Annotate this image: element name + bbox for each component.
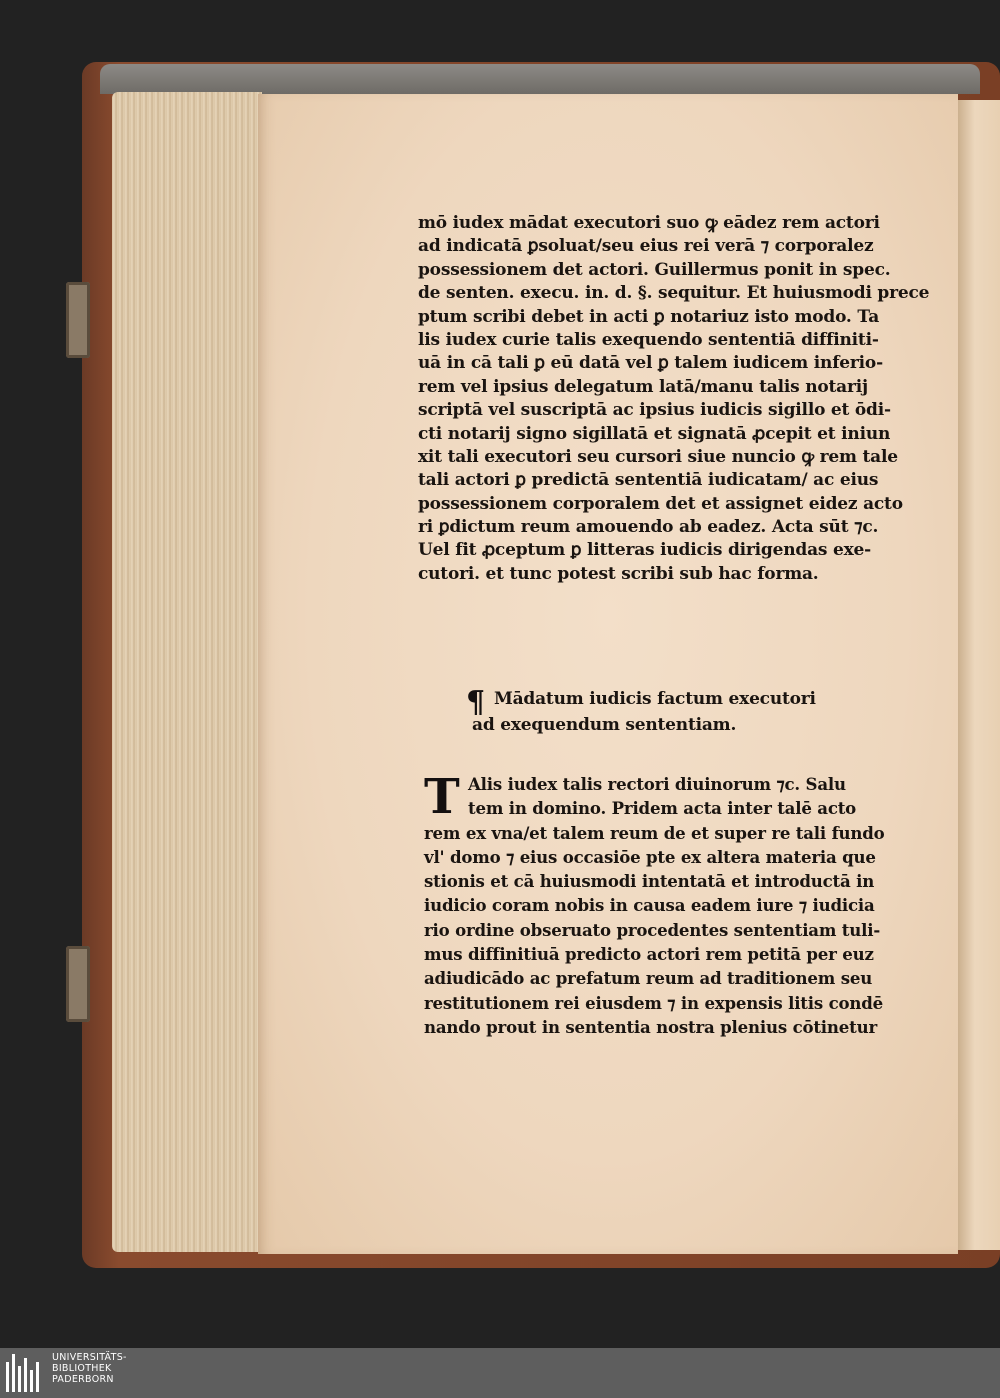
cover-edge	[100, 64, 980, 94]
library-footer	[0, 1348, 1000, 1398]
clasp-upper	[66, 282, 90, 358]
text-line: rem ex vna/et talem reum de et super re tali fundo	[424, 822, 885, 843]
text-block-upper	[418, 212, 938, 586]
facing-page-edge	[958, 100, 1000, 1250]
text-line: ri ꝑdictum reum amouendo ab eadez. Acta sūt ⁊c.	[418, 517, 879, 538]
text-line: adiudicādo ac prefatum reum ad traditionem seu	[424, 968, 873, 989]
text-line: mus diffinitiuā predicto actori rem petitā per euz	[424, 944, 874, 965]
text-line: cti notarij signo sigillatā et signatā ꝓcepit et iniun	[418, 423, 891, 444]
book-page	[258, 94, 958, 1254]
text-line: possessionem corporalem det et assignet eidez acto	[418, 493, 903, 514]
text-line: ad indicatā ꝑsoluat/seu eius rei verā ⁊ corporalez	[418, 236, 874, 257]
text-line: restitutionem rei eiusdem ⁊ in expensis litis condē	[424, 992, 883, 1013]
text-line: xit tali executori seu cursori siue nuncio ꝙ rem tale	[418, 446, 898, 467]
text-line: mō iudex mādat executori suo ꝙ eādez rem actori	[418, 213, 880, 233]
text-block-lower	[424, 769, 939, 1039]
section-heading	[466, 685, 912, 738]
library-name-line: BIBLIOTHEK	[52, 1363, 112, 1374]
library-name-line: UNIVERSITÄTS-	[52, 1352, 127, 1363]
text-line: Alis iudex talis rectori diuinorum ⁊c. Salu	[468, 774, 846, 794]
text-line: cutori. et tunc potest scribi sub hac forma.	[418, 563, 819, 584]
library-name-line: PADERBORN	[52, 1374, 114, 1385]
library-name	[52, 1352, 127, 1385]
heading-line: ad exequendum sententiam.	[472, 715, 737, 735]
text-line: tali actori ꝑ predictā sententiā iudicatam/ ac eius	[418, 470, 879, 491]
text-line: tem in domino. Pridem acta inter talē acto	[468, 798, 857, 819]
text-line: rio ordine obseruato procedentes sententiam tuli-	[424, 919, 881, 940]
text-line: ptum scribi debet in acti ꝑ notariuz isto modo. Ta	[418, 306, 880, 327]
text-line: possessionem det actori. Guillermus ponit in spec.	[418, 259, 891, 280]
text-line: vl' domo ⁊ eius occasiōe pte ex altera materia que	[424, 846, 876, 867]
text-line: rem vel ipsius delegatum latā/manu talis notarij	[418, 376, 868, 397]
text-line: scriptā vel suscriptā ac ipsius iudicis sigillo et ōdi-	[418, 400, 891, 421]
clasp-lower	[66, 946, 90, 1022]
library-logo-icon	[4, 1352, 44, 1392]
decorated-initial: T	[424, 769, 460, 825]
text-line: Uel fit ꝓceptum ꝑ litteras iudicis dirigendas exe-	[418, 540, 872, 561]
pilcrow-mark: ¶	[466, 685, 486, 720]
text-line: de senten. execu. in. d. §. sequitur. Et huiusmodi prece	[418, 283, 930, 304]
text-line: uā in cā tali ꝑ eū datā vel ꝑ talem iudicem inferio-	[418, 353, 883, 374]
text-line: lis iudex curie talis exequendo sententiā diffiniti-	[418, 329, 879, 350]
text-line: stionis et cā huiusmodi intentatā et introductā in	[424, 871, 875, 892]
page-edges	[112, 92, 262, 1252]
text-line: iudicio coram nobis in causa eadem iure ⁊ iudicia	[424, 895, 875, 916]
text-line: nando prout in sententia nostra plenius cōtinetur	[424, 1016, 878, 1037]
heading-line: Mādatum iudicis factum executori	[494, 689, 816, 709]
